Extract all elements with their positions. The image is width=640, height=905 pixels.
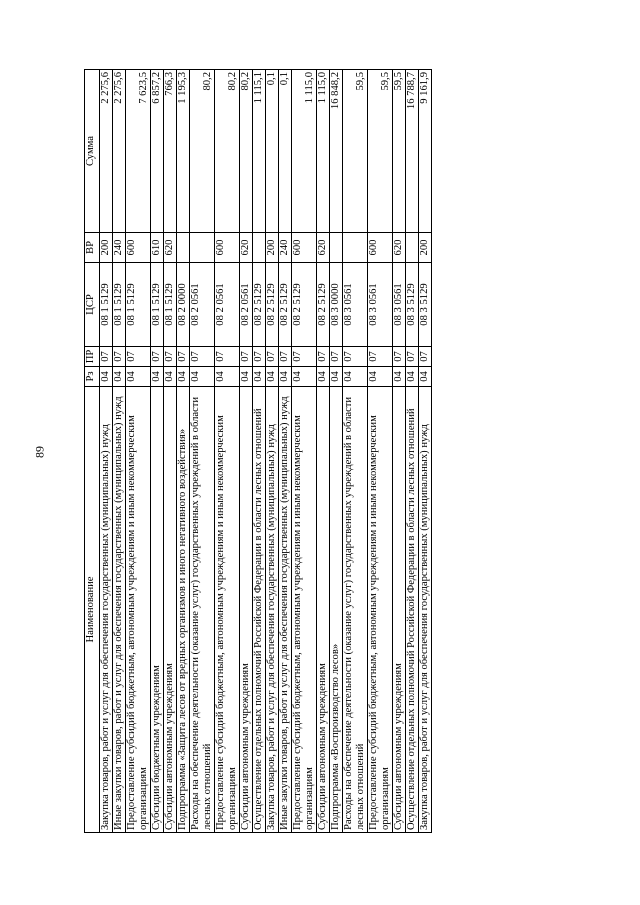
- row-name: Подпрограмма «Защита лесов от вредных организмов и иного негативного воздействия»: [177, 387, 190, 833]
- row-sum: 9 161,9: [419, 70, 432, 233]
- row-csr: 08 2 0000: [177, 263, 190, 347]
- row-pr: 07: [279, 347, 292, 367]
- row-pr: 07: [113, 347, 126, 367]
- row-csr: 08 1 5129: [164, 263, 177, 347]
- row-csr: 08 3 5129: [406, 263, 419, 347]
- row-name: Иные закупки товаров, работ и услуг для обеспечения государственных (муниципальных) нужд: [279, 387, 292, 833]
- row-name: Подпрограмма «Воспроизводство лесов»: [330, 387, 343, 833]
- row-sum: 59,5: [368, 70, 393, 233]
- row-sum: 59,5: [343, 70, 368, 233]
- row-name: Расходы на обеспечение деятельности (оказание услуг) государственных учреждений в области лесных отношений: [190, 387, 215, 833]
- table-row: [253, 70, 266, 833]
- row-name: Закупка товаров, работ и услуг для обеспечения государственных (муниципальных) нужд: [419, 387, 432, 833]
- row-pr: 07: [266, 347, 279, 367]
- row-pr: 07: [419, 347, 432, 367]
- row-pr: 07: [126, 347, 151, 367]
- row-rz: 04: [266, 367, 279, 387]
- table-row: [266, 70, 279, 833]
- row-csr: 08 3 0561: [393, 263, 406, 347]
- row-name: Предоставление субсидий бюджетным, автономным учреждениям и иным некоммерческим организациям: [368, 387, 393, 833]
- row-pr: 07: [368, 347, 393, 367]
- table-body: [100, 70, 432, 833]
- header-sum: Сумма: [85, 70, 100, 233]
- budget-table: [84, 69, 432, 833]
- row-sum: 7 623,5: [126, 70, 151, 233]
- header-csr: ЦСР: [85, 263, 100, 347]
- row-csr: 08 1 5129: [113, 263, 126, 347]
- row-csr: 08 1 5129: [100, 263, 113, 347]
- table-row: [100, 70, 113, 833]
- row-pr: 07: [164, 347, 177, 367]
- row-pr: 07: [317, 347, 330, 367]
- row-vr: [330, 233, 343, 263]
- row-name: Осуществление отдельных полномочий Российской Федерации в области лесных отношений: [253, 387, 266, 833]
- header-vr: ВР: [85, 233, 100, 263]
- row-vr: [406, 233, 419, 263]
- row-csr: 08 3 0561: [343, 263, 368, 347]
- row-vr: 620: [164, 233, 177, 263]
- row-sum: 16 848,2: [330, 70, 343, 233]
- row-csr: 08 2 5129: [317, 263, 330, 347]
- row-pr: 07: [393, 347, 406, 367]
- table-row: [215, 70, 240, 833]
- row-rz: 04: [215, 367, 240, 387]
- row-pr: 07: [330, 347, 343, 367]
- row-sum: 80,2: [215, 70, 240, 233]
- row-vr: 600: [126, 233, 151, 263]
- row-rz: 04: [126, 367, 151, 387]
- table-row: [343, 70, 368, 833]
- row-name: Закупка товаров, работ и услуг для обеспечения государственных (муниципальных) нужд: [266, 387, 279, 833]
- row-pr: 07: [343, 347, 368, 367]
- row-pr: 07: [292, 347, 317, 367]
- row-rz: 04: [164, 367, 177, 387]
- row-vr: [177, 233, 190, 263]
- row-sum: 80,2: [240, 70, 253, 233]
- row-sum: 1 115,0: [317, 70, 330, 233]
- row-sum: 1 115,1: [253, 70, 266, 233]
- row-csr: 08 2 5129: [266, 263, 279, 347]
- row-rz: 04: [100, 367, 113, 387]
- row-pr: 07: [253, 347, 266, 367]
- row-rz: 04: [151, 367, 164, 387]
- row-name: Субсидии автономным учреждениям: [164, 387, 177, 833]
- row-vr: 620: [393, 233, 406, 263]
- header-name: Наименование: [85, 387, 100, 833]
- table-row: [113, 70, 126, 833]
- row-vr: 200: [266, 233, 279, 263]
- table-row: [317, 70, 330, 833]
- row-name: Предоставление субсидий бюджетным, автономным учреждениям и иным некоммерческим организациям: [126, 387, 151, 833]
- row-vr: 200: [100, 233, 113, 263]
- row-name: Субсидии автономным учреждениям: [240, 387, 253, 833]
- row-sum: 16 788,7: [406, 70, 419, 233]
- row-csr: 08 1 5129: [126, 263, 151, 347]
- row-sum: 59,5: [393, 70, 406, 233]
- row-vr: 240: [279, 233, 292, 263]
- row-name: Предоставление субсидий бюджетным, автономным учреждениям и иным некоммерческим организациям: [292, 387, 317, 833]
- row-rz: 04: [393, 367, 406, 387]
- row-vr: 600: [215, 233, 240, 263]
- row-csr: 08 2 0561: [240, 263, 253, 347]
- row-pr: 07: [215, 347, 240, 367]
- table-row: [292, 70, 317, 833]
- row-sum: 766,3: [164, 70, 177, 233]
- row-rz: 04: [253, 367, 266, 387]
- row-rz: 04: [177, 367, 190, 387]
- table-row: [330, 70, 343, 833]
- row-sum: 2 275,6: [113, 70, 126, 233]
- row-pr: 07: [406, 347, 419, 367]
- table-row: [151, 70, 164, 833]
- page-number: 89: [32, 446, 47, 458]
- row-name: Субсидии бюджетным учреждениям: [151, 387, 164, 833]
- table-row: [393, 70, 406, 833]
- table-row: [190, 70, 215, 833]
- row-pr: 07: [177, 347, 190, 367]
- row-rz: 04: [240, 367, 253, 387]
- row-rz: 04: [406, 367, 419, 387]
- row-sum: 0,1: [266, 70, 279, 233]
- header-pr: ПР: [85, 347, 100, 367]
- row-vr: 240: [113, 233, 126, 263]
- row-rz: 04: [292, 367, 317, 387]
- row-name: Субсидии автономным учреждениям: [393, 387, 406, 833]
- header-rz: Рз: [85, 367, 100, 387]
- row-pr: 07: [190, 347, 215, 367]
- row-csr: 08 3 5129: [419, 263, 432, 347]
- table-row: [177, 70, 190, 833]
- row-vr: 600: [292, 233, 317, 263]
- row-name: Иные закупки товаров, работ и услуг для обеспечения государственных (муниципальных) нужд: [113, 387, 126, 833]
- row-csr: 08 1 5129: [151, 263, 164, 347]
- row-csr: 08 2 0561: [190, 263, 215, 347]
- row-rz: 04: [190, 367, 215, 387]
- row-rz: 04: [343, 367, 368, 387]
- row-sum: 80,2: [190, 70, 215, 233]
- row-sum: 1 195,3: [177, 70, 190, 233]
- table-header-row: [85, 70, 100, 833]
- table-row: [406, 70, 419, 833]
- row-name: Субсидии автономным учреждениям: [317, 387, 330, 833]
- row-csr: 08 3 0000: [330, 263, 343, 347]
- table-row: [126, 70, 151, 833]
- row-name: Осуществление отдельных полномочий Российской Федерации в области лесных отношений: [406, 387, 419, 833]
- row-csr: 08 2 5129: [279, 263, 292, 347]
- row-rz: 04: [419, 367, 432, 387]
- row-vr: 620: [240, 233, 253, 263]
- row-csr: 08 2 0561: [215, 263, 240, 347]
- table-row: [240, 70, 253, 833]
- row-vr: 200: [419, 233, 432, 263]
- row-vr: 620: [317, 233, 330, 263]
- row-csr: 08 2 5129: [292, 263, 317, 347]
- row-name: Закупка товаров, работ и услуг для обеспечения государственных (муниципальных) нужд: [100, 387, 113, 833]
- row-rz: 04: [368, 367, 393, 387]
- table-row: [368, 70, 393, 833]
- row-sum: 6 857,2: [151, 70, 164, 233]
- row-vr: [190, 233, 215, 263]
- row-sum: 2 275,6: [100, 70, 113, 233]
- row-rz: 04: [317, 367, 330, 387]
- row-vr: 610: [151, 233, 164, 263]
- rotated-table-container: [84, 70, 432, 833]
- row-rz: 04: [279, 367, 292, 387]
- row-csr: 08 3 0561: [368, 263, 393, 347]
- row-vr: [343, 233, 368, 263]
- row-csr: 08 2 5129: [253, 263, 266, 347]
- row-pr: 07: [151, 347, 164, 367]
- row-rz: 04: [330, 367, 343, 387]
- row-sum: 0,1: [279, 70, 292, 233]
- table-row: [419, 70, 432, 833]
- row-vr: [253, 233, 266, 263]
- row-name: Предоставление субсидий бюджетным, автономным учреждениям и иным некоммерческим организациям: [215, 387, 240, 833]
- row-vr: 600: [368, 233, 393, 263]
- row-sum: 1 115,0: [292, 70, 317, 233]
- row-rz: 04: [113, 367, 126, 387]
- row-pr: 07: [100, 347, 113, 367]
- table-row: [164, 70, 177, 833]
- row-name: Расходы на обеспечение деятельности (оказание услуг) государственных учреждений в области лесных отношений: [343, 387, 368, 833]
- table-row: [279, 70, 292, 833]
- row-pr: 07: [240, 347, 253, 367]
